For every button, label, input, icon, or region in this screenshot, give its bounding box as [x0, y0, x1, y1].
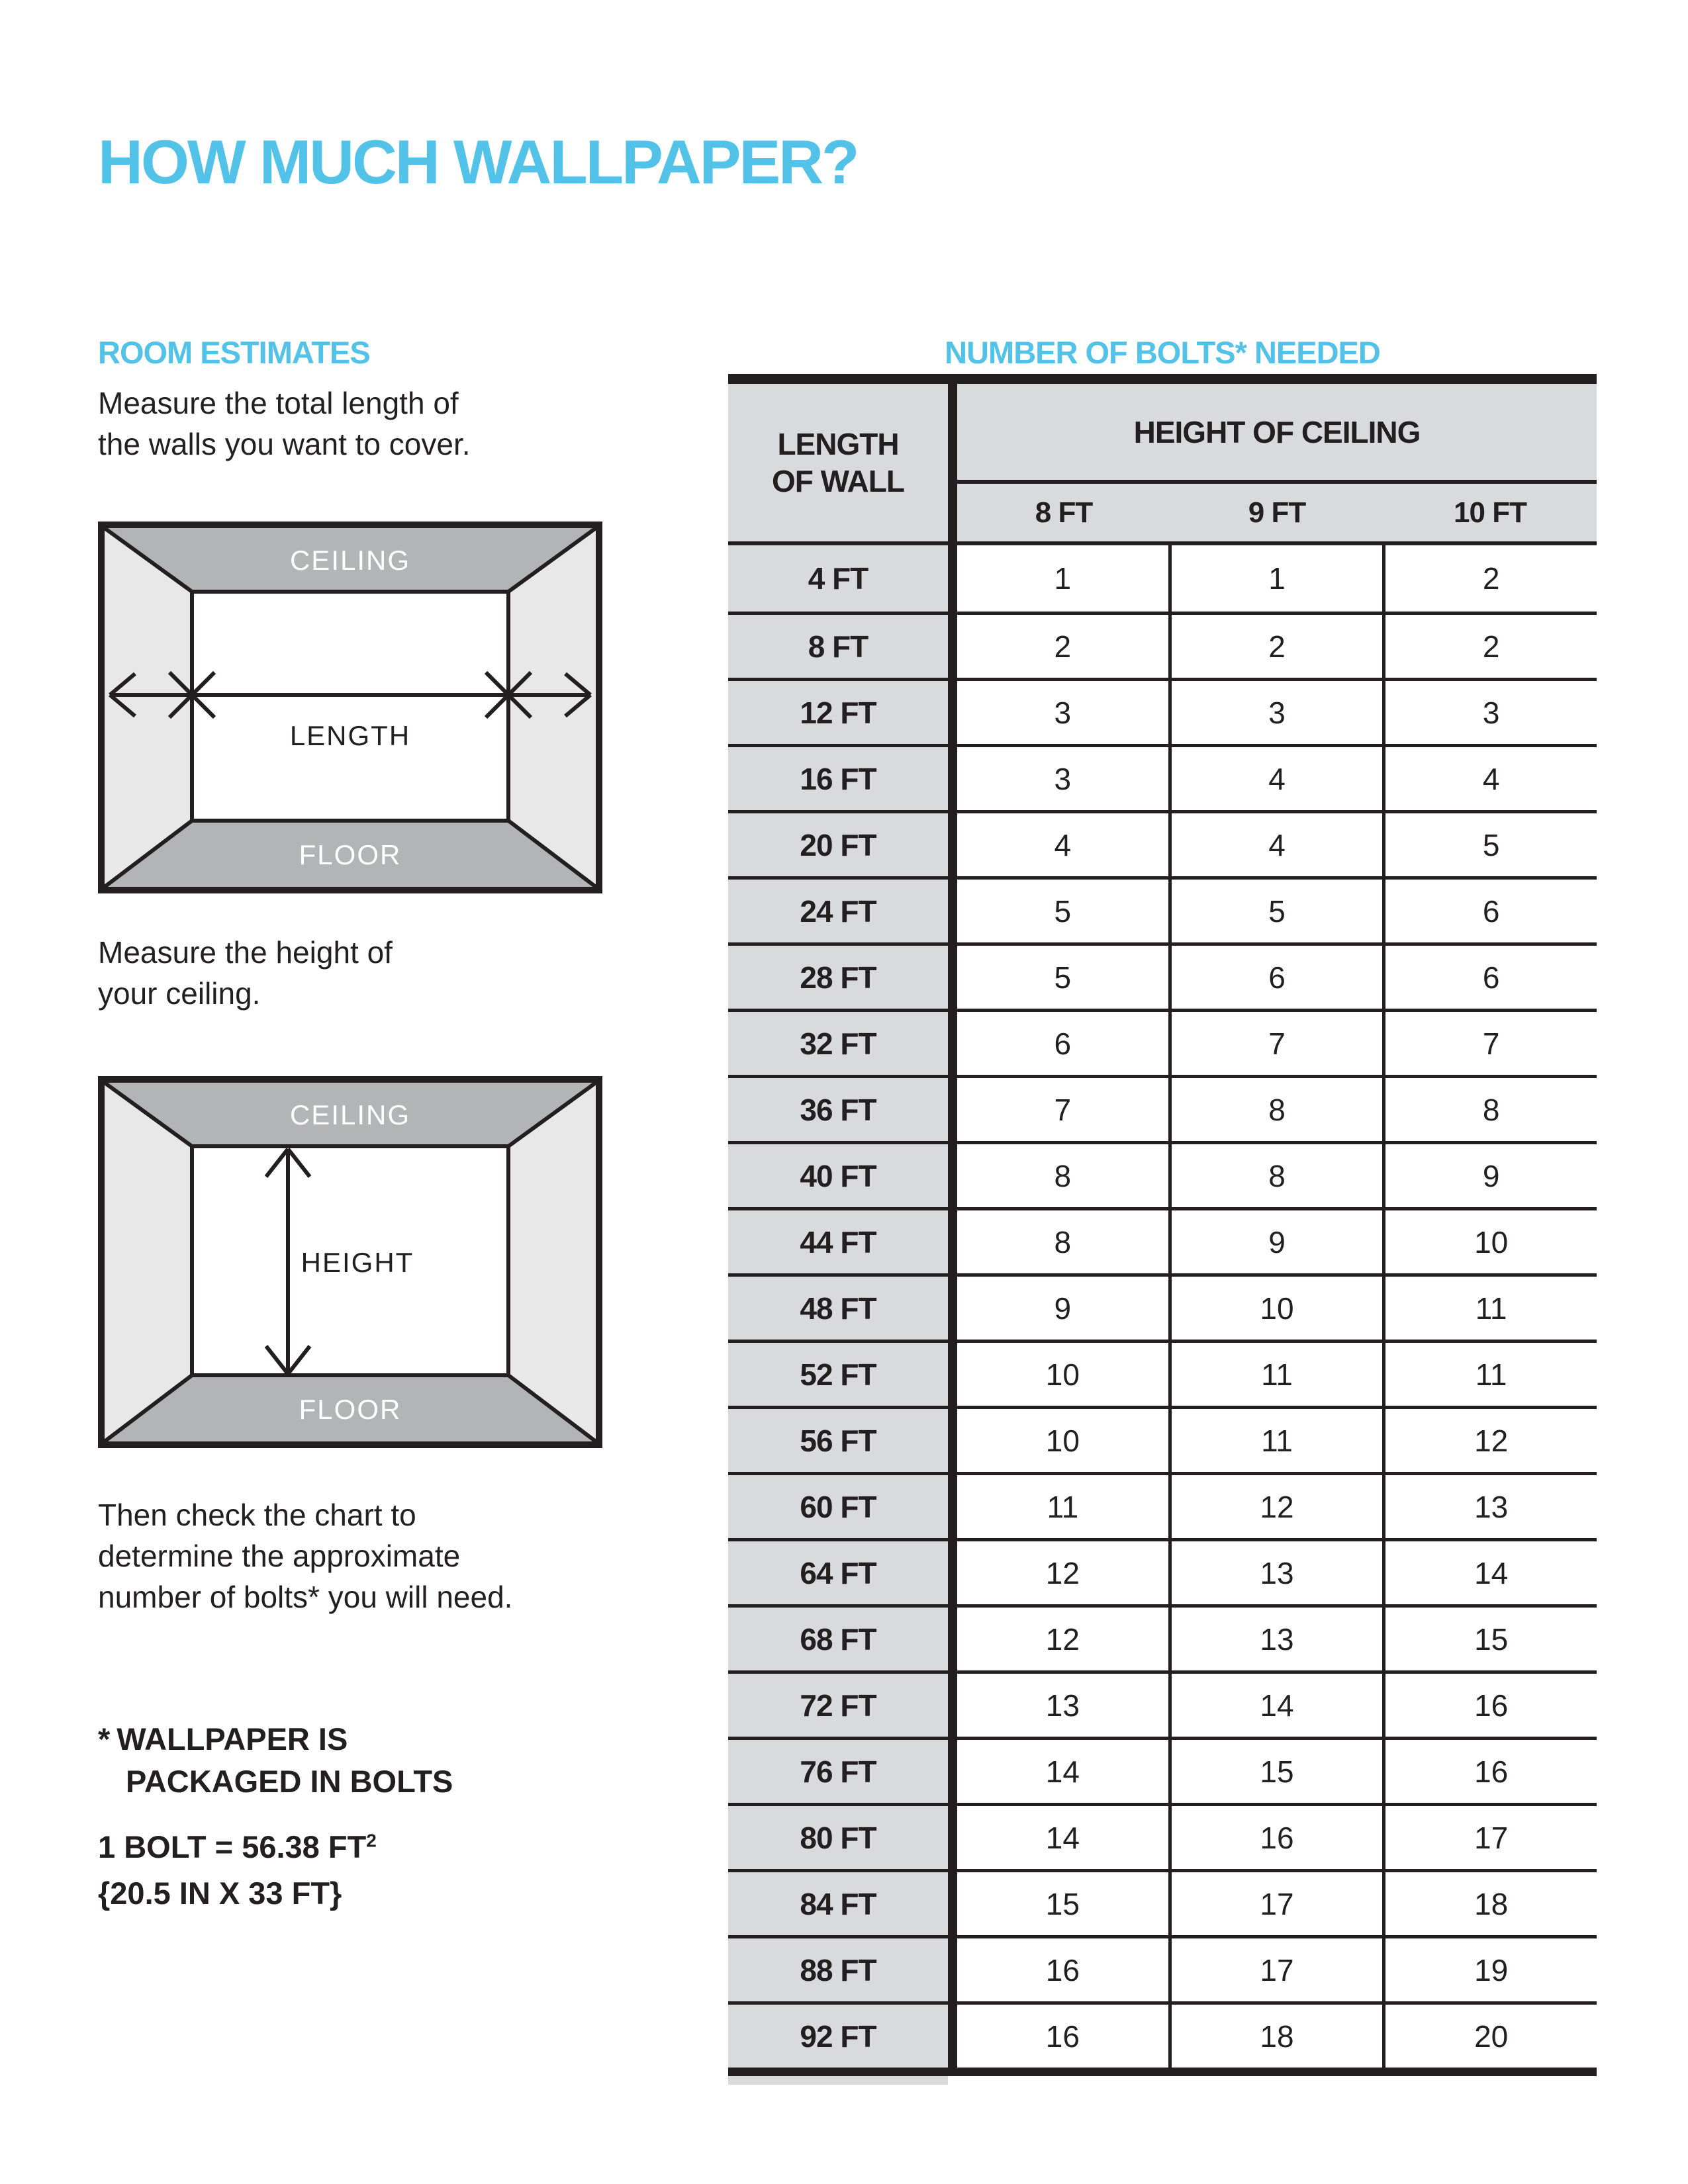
bolts-table	[728, 374, 1597, 2085]
cell-10ft: 2	[1385, 615, 1597, 678]
cell-10ft: 11	[1385, 1343, 1597, 1406]
cell-10ft: 14	[1385, 1541, 1597, 1604]
column-divider	[948, 880, 957, 942]
row-length-label: 52 FT	[728, 1343, 948, 1406]
cell-8ft: 14	[957, 1806, 1168, 1869]
cell-9ft: 13	[1172, 1541, 1383, 1604]
table-row	[728, 1141, 1597, 1207]
column-divider	[948, 1210, 957, 1273]
floor-label: FLOOR	[299, 839, 402, 870]
instruction-measure-height	[98, 932, 393, 1014]
table-row	[728, 1670, 1597, 1737]
table-row	[728, 612, 1597, 678]
cell-10ft: 17	[1385, 1806, 1597, 1869]
cell-9ft: 16	[1172, 1806, 1383, 1869]
height-of-ceiling-header: HEIGHT OF CEILING	[1133, 414, 1421, 449]
cell-10ft: 4	[1385, 747, 1597, 810]
table-row	[728, 1273, 1597, 1340]
row-length-label: 68 FT	[728, 1608, 948, 1670]
cell-10ft: 8	[1385, 1078, 1597, 1141]
cell-10ft: 6	[1385, 946, 1597, 1009]
bolts-footnote	[98, 1718, 453, 1803]
cell-10ft: 7	[1385, 1012, 1597, 1075]
cell-9ft: 11	[1172, 1343, 1383, 1406]
cell-10ft: 18	[1385, 1872, 1597, 1935]
ceiling-height-header-group	[957, 384, 1597, 541]
left-column-stub	[728, 2076, 948, 2085]
cell-9ft: 2	[1172, 615, 1383, 678]
table-row	[728, 1538, 1597, 1604]
bolt-dimensions: {20.5 IN X 33 FT}	[98, 1876, 342, 1911]
column-divider	[948, 946, 957, 1009]
row-length-label: 20 FT	[728, 813, 948, 876]
ceiling-label: CEILING	[289, 1099, 411, 1130]
table-header	[728, 384, 1597, 545]
length-label: LENGTH	[289, 720, 411, 751]
column-divider	[948, 1541, 957, 1604]
column-divider	[948, 1144, 957, 1207]
table-row	[728, 1803, 1597, 1869]
row-length-label: 12 FT	[728, 681, 948, 744]
cell-10ft: 3	[1385, 681, 1597, 744]
cell-8ft: 5	[957, 946, 1168, 1009]
table-body	[728, 545, 1597, 2068]
table-row	[728, 1935, 1597, 2001]
row-length-label: 4 FT	[728, 545, 948, 612]
table-row	[728, 545, 1597, 612]
row-length-label: 76 FT	[728, 1740, 948, 1803]
floor-label: FLOOR	[299, 1394, 402, 1425]
cell-10ft: 6	[1385, 880, 1597, 942]
cell-10ft: 19	[1385, 1938, 1597, 2001]
cell-9ft: 1	[1172, 545, 1383, 612]
cell-9ft: 14	[1172, 1674, 1383, 1737]
cell-9ft: 11	[1172, 1409, 1383, 1472]
cell-8ft: 9	[957, 1277, 1168, 1340]
table-row	[728, 942, 1597, 1009]
height-label: HEIGHT	[301, 1247, 414, 1278]
table-row	[728, 1009, 1597, 1075]
column-divider	[948, 1078, 957, 1141]
column-divider	[948, 1409, 957, 1472]
ceiling-height-subheaders	[957, 484, 1597, 541]
bolt-equation: 1 BOLT = 56.38 $FT^2$	[98, 1829, 377, 1864]
cell-10ft: 11	[1385, 1277, 1597, 1340]
instruction-measure-length	[98, 383, 471, 465]
cell-9ft: 10	[1172, 1277, 1383, 1340]
cell-8ft: 12	[957, 1608, 1168, 1670]
footnote-line: PACKAGED IN BOLTS	[126, 1764, 453, 1799]
room-length-diagram	[98, 522, 602, 893]
ceiling-label: CEILING	[289, 545, 411, 576]
cell-10ft: 16	[1385, 1740, 1597, 1803]
instruction-line: the walls you want to cover.	[98, 427, 471, 461]
table-top-border	[728, 374, 1597, 384]
row-length-label: 88 FT	[728, 1938, 948, 2001]
subheader-10ft: 10 FT	[1454, 496, 1526, 529]
cell-9ft: 9	[1172, 1210, 1383, 1273]
row-length-label: 24 FT	[728, 880, 948, 942]
cell-8ft: 10	[957, 1343, 1168, 1406]
cell-8ft: 13	[957, 1674, 1168, 1737]
table-row	[728, 2001, 1597, 2068]
column-divider	[948, 681, 957, 744]
instruction-line: number of bolts* you will need.	[98, 1580, 513, 1614]
row-length-label: 72 FT	[728, 1674, 948, 1737]
column-divider	[948, 1475, 957, 1538]
table-row	[728, 1472, 1597, 1538]
row-length-label: 64 FT	[728, 1541, 948, 1604]
table-row	[728, 810, 1597, 876]
row-length-label: 40 FT	[728, 1144, 948, 1207]
cell-10ft: 16	[1385, 1674, 1597, 1737]
table-row	[728, 1207, 1597, 1273]
column-divider	[948, 1674, 957, 1737]
instruction-line: Measure the total length of	[98, 386, 459, 420]
back-wall	[192, 592, 508, 821]
column-divider	[948, 2005, 957, 2068]
cell-8ft: 2	[957, 615, 1168, 678]
cell-10ft: 15	[1385, 1608, 1597, 1670]
cell-9ft: 8	[1172, 1078, 1383, 1141]
cell-10ft: 5	[1385, 813, 1597, 876]
squared-superscript: 2	[366, 1830, 377, 1851]
row-length-label: 32 FT	[728, 1012, 948, 1075]
cell-8ft: 10	[957, 1409, 1168, 1472]
row-length-label: 48 FT	[728, 1277, 948, 1340]
cell-10ft: 20	[1385, 2005, 1597, 2068]
cell-9ft: 17	[1172, 1872, 1383, 1935]
asterisk: *	[98, 1721, 111, 1756]
cell-8ft: 3	[957, 747, 1168, 810]
column-divider	[948, 545, 957, 612]
column-divider	[948, 615, 957, 678]
column-divider	[948, 384, 957, 541]
room-estimates-heading: ROOM ESTIMATES	[98, 335, 370, 370]
room-height-diagram	[98, 1076, 602, 1448]
cell-9ft: 6	[1172, 946, 1383, 1009]
subheader-8ft: 8 FT	[1035, 496, 1093, 529]
row-length-label: 56 FT	[728, 1409, 948, 1472]
table-row	[728, 678, 1597, 744]
table-row	[728, 744, 1597, 810]
instruction-line: Measure the height of	[98, 935, 393, 970]
table-row	[728, 876, 1597, 942]
row-length-label: 92 FT	[728, 2005, 948, 2068]
page-title: HOW MUCH WALLPAPER?	[98, 126, 858, 197]
row-length-label: 84 FT	[728, 1872, 948, 1935]
cell-8ft: 6	[957, 1012, 1168, 1075]
instruction-line: determine the approximate	[98, 1539, 461, 1573]
cell-8ft: 1	[957, 545, 1168, 612]
column-divider	[948, 1938, 957, 2001]
column-divider	[948, 1608, 957, 1670]
row-length-label: 16 FT	[728, 747, 948, 810]
bolt-size-info	[98, 1824, 377, 1917]
cell-9ft: 13	[1172, 1608, 1383, 1670]
cell-9ft: 7	[1172, 1012, 1383, 1075]
row-length-label: 44 FT	[728, 1210, 948, 1273]
cell-10ft: 10	[1385, 1210, 1597, 1273]
row-length-label: 80 FT	[728, 1806, 948, 1869]
instruction-line: Then check the chart to	[98, 1498, 416, 1532]
cell-9ft: 12	[1172, 1475, 1383, 1538]
cell-9ft: 15	[1172, 1740, 1383, 1803]
column-divider	[948, 1343, 957, 1406]
cell-8ft: 7	[957, 1078, 1168, 1141]
column-divider	[948, 1806, 957, 1869]
cell-9ft: 4	[1172, 747, 1383, 810]
cell-9ft: 3	[1172, 681, 1383, 744]
cell-8ft: 8	[957, 1210, 1168, 1273]
table-row	[728, 1340, 1597, 1406]
cell-9ft: 8	[1172, 1144, 1383, 1207]
table-row	[728, 1604, 1597, 1670]
column-divider	[948, 1872, 957, 1935]
cell-8ft: 5	[957, 880, 1168, 942]
cell-9ft: 5	[1172, 880, 1383, 942]
cell-8ft: 16	[957, 2005, 1168, 2068]
column-divider	[948, 1277, 957, 1340]
row-length-label: 28 FT	[728, 946, 948, 1009]
column-divider	[948, 1740, 957, 1803]
column-divider	[948, 747, 957, 810]
cell-10ft: 9	[1385, 1144, 1597, 1207]
bolts-needed-heading: NUMBER OF BOLTS* NEEDED	[945, 335, 1380, 370]
row-length-label: 8 FT	[728, 615, 948, 678]
cell-9ft: 4	[1172, 813, 1383, 876]
column-divider	[948, 813, 957, 876]
cell-10ft: 12	[1385, 1409, 1597, 1472]
cell-9ft: 18	[1172, 2005, 1383, 2068]
cell-8ft: 4	[957, 813, 1168, 876]
column-divider	[948, 1012, 957, 1075]
cell-8ft: 3	[957, 681, 1168, 744]
cell-9ft: 17	[1172, 1938, 1383, 2001]
table-row	[728, 1869, 1597, 1935]
table-row	[728, 1075, 1597, 1141]
row-length-label: 36 FT	[728, 1078, 948, 1141]
cell-8ft: 12	[957, 1541, 1168, 1604]
cell-8ft: 8	[957, 1144, 1168, 1207]
row-length-label: 60 FT	[728, 1475, 948, 1538]
cell-8ft: 15	[957, 1872, 1168, 1935]
length-of-wall-header: LENGTH OF WALL	[728, 384, 948, 541]
footnote-line: * WALLPAPER IS	[98, 1721, 348, 1756]
instruction-line: your ceiling.	[98, 976, 261, 1011]
cell-8ft: 14	[957, 1740, 1168, 1803]
table-row	[728, 1406, 1597, 1472]
table-bottom-border	[728, 2068, 1597, 2076]
cell-10ft: 13	[1385, 1475, 1597, 1538]
table-row	[728, 1737, 1597, 1803]
instruction-check-chart	[98, 1494, 512, 1617]
cell-10ft: 2	[1385, 545, 1597, 612]
subheader-9ft: 9 FT	[1248, 496, 1306, 529]
cell-8ft: 11	[957, 1475, 1168, 1538]
cell-8ft: 16	[957, 1938, 1168, 2001]
